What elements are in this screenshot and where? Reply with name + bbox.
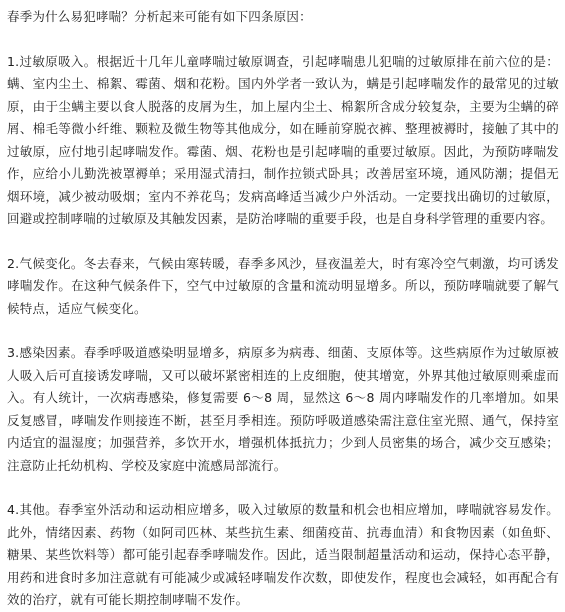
intro-line: 春季为什么易犯哮喘？分析起来可能有如下四条原因： [7, 9, 312, 24]
paragraph-allergen-inhalation: 1.过敏原吸入。根据近十几年儿童哮喘过敏原调查，引起哮喘患儿犯喘的过敏原排在前六位的是：螨、室内尘土、棉絮、霉菌、烟和花粉。国内外学者一致认为，螨是引起哮喘发作的最常见的过敏原，由于尘螨主要以食人脱落的皮屑为生，加上屋内尘土、棉絮所含成分较复杂，主要为尘螨的碎屑、棉毛等微小纤维、颗粒及微生物等其他成分，如在睡前穿脱衣裤、整理被褥时，接触了其中的过敏原，应付地引起哮喘发作。霉菌、烟、花粉也是引起哮喘的重要过敏原。因此，为预防哮喘发作，应给小儿勤洗被罩褥单；采用湿式清扫，制作拉锁式卧具；改善居室环境，通风防潮；提倡无烟环境，减少被动吸烟；室内不养花鸟；发病高峰适当减少户外活动。一定要找出确切的过敏原，回避或控制哮喘的过敏原及其触发因素，是防治哮喘的重要手段，也是自身科学管理的重要内容。 [7, 53, 559, 226]
paragraph-other-factors: 4.其他。春季室外活动和运动相应增多，吸入过敏原的数量和机会也相应增加，哮喘就容易发作。此外，情绪因素、药物（如阿司匹林、某些抗生素、细菌疫苗、抗毒血清）和食物因素（如鱼虾、糖果、某些饮料等）都可能引起春季哮喘发作。因此，适当限制超量活动和运动，保持心态平静，用药和进食时多加注意就有可能减少或减轻哮喘发作次数，即使发作，程度也会减轻，如再配合有效的治疗，就有可能长期控制哮喘不发作。 [7, 502, 559, 607]
paragraph-infection-factors: 3.感染因素。春季呼吸道感染明显增多，病原多为病毒、细菌、支原体等。这些病原作为过敏原被人吸入后可直接诱发哮喘，又可以破坏紧密相连的上皮细胞，使其增宽，外界其他过敏原则乘虚而入。有人统计，一次病毒感染，修复需要 6～8 周，显然这 6～8 周内哮喘发作的几率增加。如果反复感冒，哮喘发作则接连不断，甚至月季相连。预防呼吸道感染需注意住室光照、通气，保持室内适宜的温湿度；加强营养，多饮开水，增强机体抵抗力；少到人员密集的场合，减少交互感染；注意防止托幼机构、学校及家庭中流感局部流行。 [7, 345, 559, 473]
paragraph-climate-change: 2.气候变化。冬去春来，气候由寒转暖，春季多风沙，昼夜温差大，时有寒冷空气刺激，均可诱发哮喘发作。在这种气候条件下，空气中过敏原的含量和流动明显增多。所以，预防哮喘就要了解气候特点，适应气候变化。 [7, 255, 559, 316]
